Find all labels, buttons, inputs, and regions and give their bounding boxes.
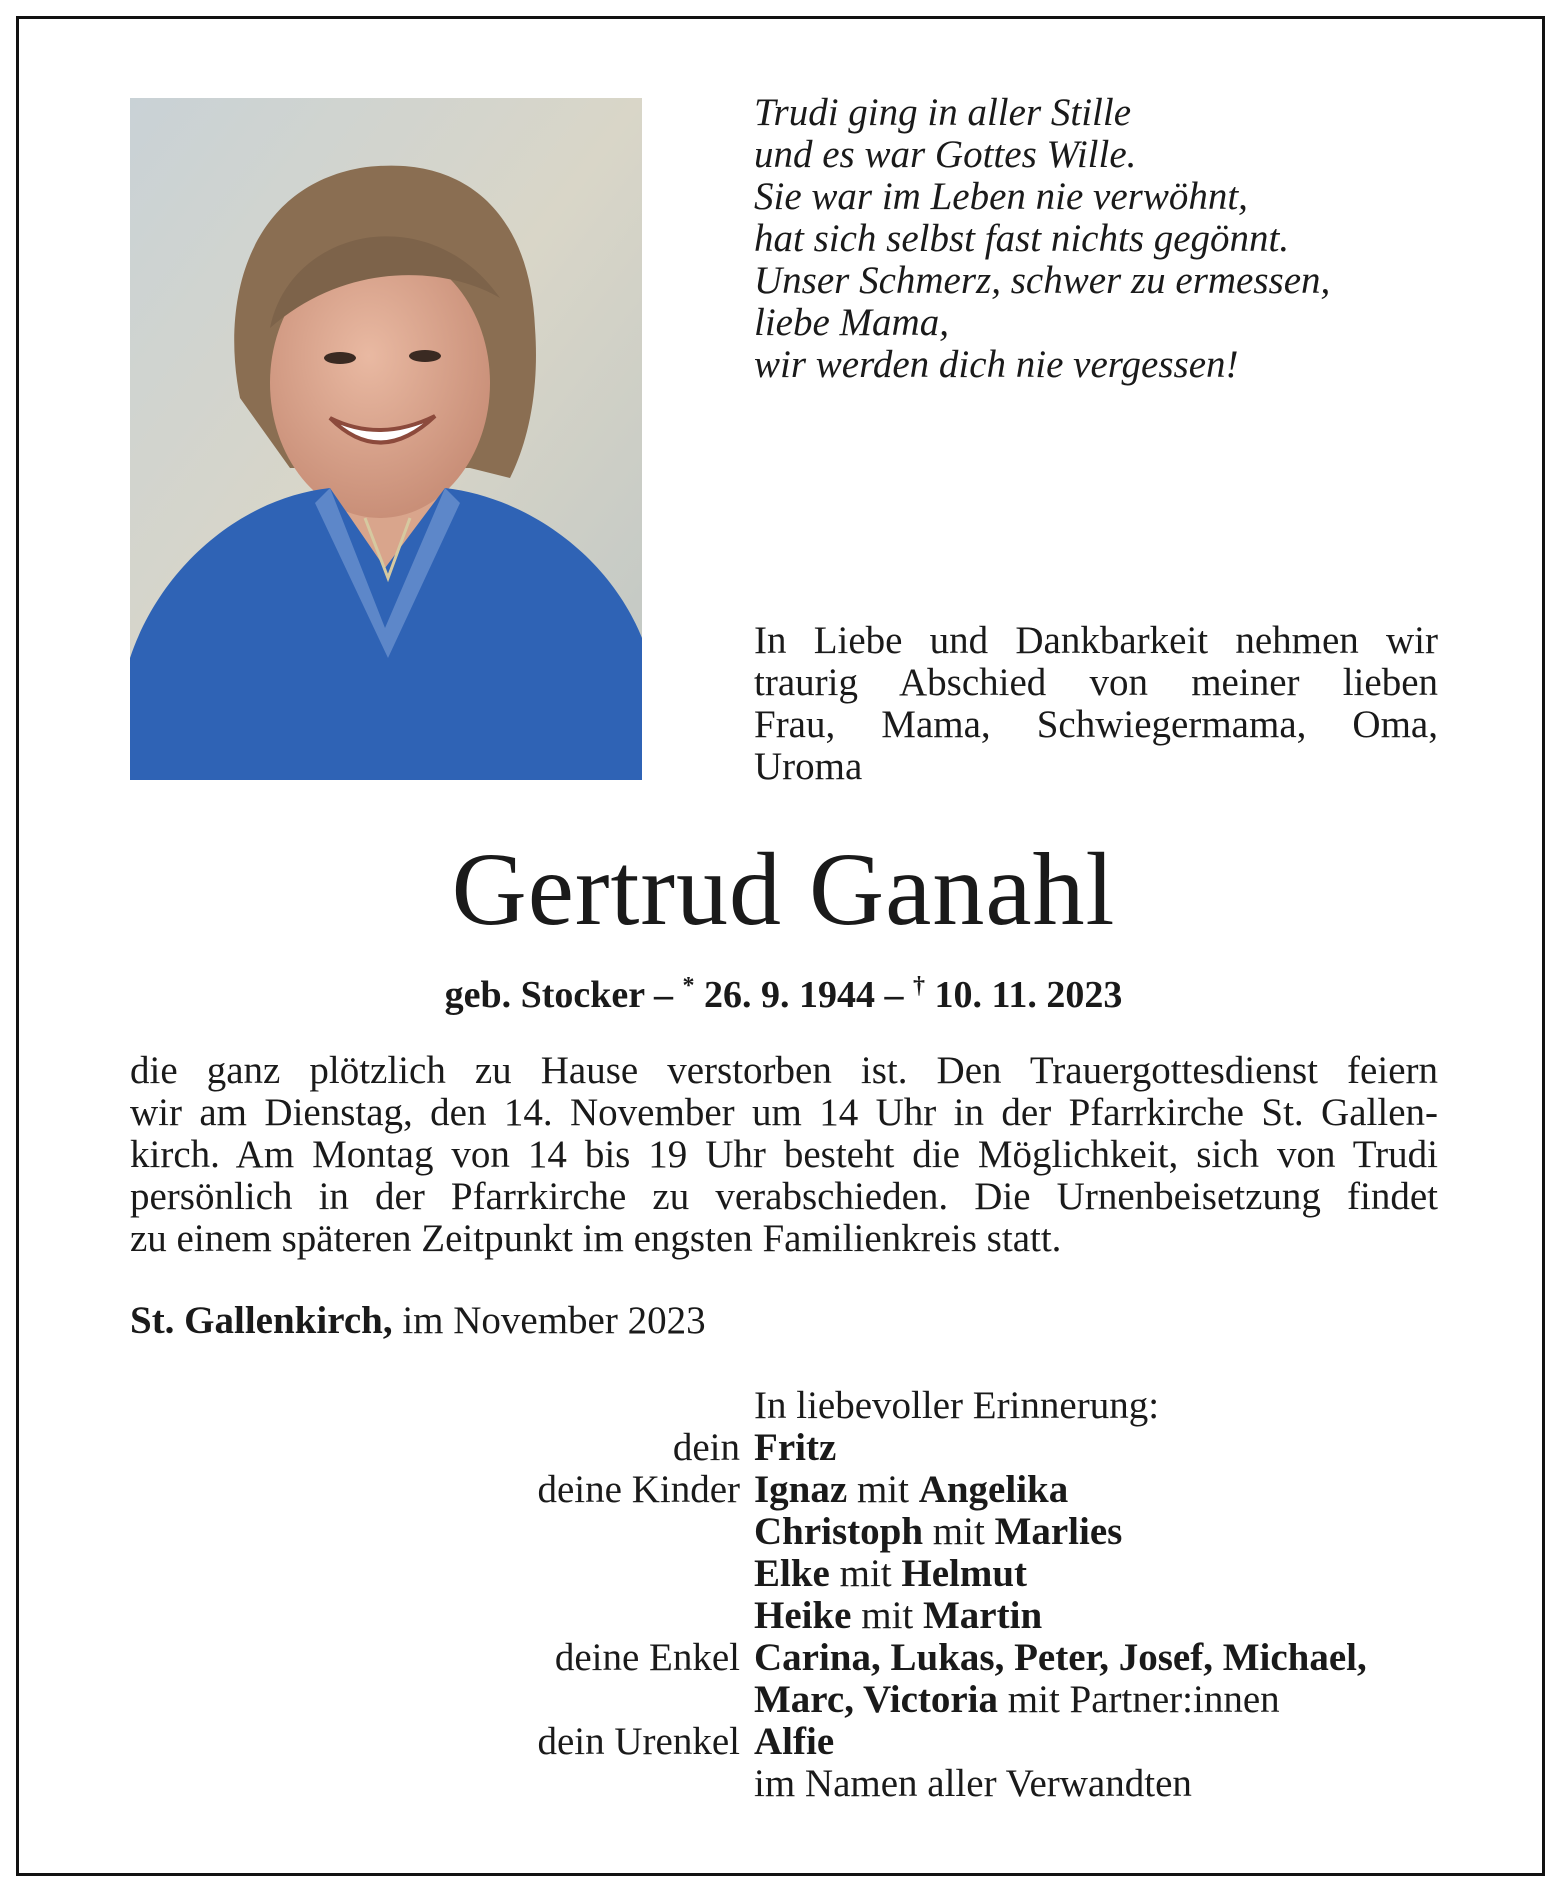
place-month: im November 2023 [392, 1299, 706, 1342]
birth-symbol: * [682, 973, 695, 999]
intro-paragraph [754, 620, 1438, 788]
portrait-photo [130, 98, 642, 780]
mourner-name: Helmut [901, 1552, 1028, 1595]
mourner-names [754, 1427, 836, 1469]
mourner-name: Marlies [994, 1510, 1123, 1553]
mourner-name: Heike [754, 1594, 852, 1637]
mourner-name: Marc, Victoria [754, 1678, 999, 1721]
connector-text: mit Partner:innen [998, 1678, 1280, 1721]
mourner-name: Elke [754, 1552, 830, 1595]
mourner-name: Alfie [754, 1720, 835, 1763]
poem-line: Unser Schmerz, schwer zu ermessen, [754, 259, 1331, 302]
mourner-names [754, 1595, 1042, 1637]
mourner-name: Fritz [754, 1426, 837, 1469]
intro-line: Uroma [754, 745, 863, 788]
connector-text: mit [923, 1510, 995, 1553]
mourner-names [754, 1511, 1122, 1553]
mourner-names [754, 1469, 1068, 1511]
deceased-name: Gertrud Ganahl [451, 832, 1116, 947]
body-line: kirch. Am Montag von 14 bis 19 Uhr besteht die Möglichkeit, sich von Trudi [130, 1133, 1438, 1176]
death-symbol: † [912, 973, 925, 999]
relation-label: deine Kinder [537, 1468, 740, 1511]
connector-text: mit [847, 1468, 919, 1511]
poem-line: Sie war im Leben nie verwöhnt, [754, 175, 1248, 218]
intro-line: Frau, Mama, Schwiegermama, Oma, [754, 703, 1438, 746]
relation-label: dein Urenkel [537, 1720, 740, 1763]
place-date [130, 1299, 706, 1343]
relation-label: deine Enkel [554, 1636, 740, 1679]
mourner-name: Carina, Lukas, Peter, Josef, Michael, [754, 1636, 1367, 1679]
funeral-info-paragraph [130, 1050, 1438, 1260]
mourner-name: Christoph [754, 1510, 924, 1553]
mourners-list [0, 1385, 1567, 1805]
connector-text: mit [851, 1594, 923, 1637]
mourner-names [754, 1679, 1280, 1721]
body-line: wir am Dienstag, den 14. November um 14 Uhr in der Pfarrkirche St. Gallen- [130, 1091, 1438, 1134]
poem-line: liebe Mama, [754, 301, 949, 344]
intro-line: In Liebe und Dankbarkeit nehmen wir [754, 619, 1438, 662]
mourner-name: Martin [923, 1594, 1043, 1637]
poem-line: hat sich selbst fast nichts gegönnt. [754, 217, 1290, 260]
mourner-names [754, 1553, 1027, 1595]
mourner-name: Angelika [918, 1468, 1069, 1511]
life-dates [0, 963, 1567, 1018]
dash: – [874, 974, 913, 1016]
mourner-names [754, 1637, 1367, 1679]
poem-line: und es war Gottes Wille. [754, 133, 1137, 176]
body-line: persönlich in der Pfarrkirche zu verabschieden. Die Urnenbeisetzung findet [130, 1175, 1438, 1218]
mourners-heading: In liebevoller Erinnerung: [754, 1384, 1160, 1427]
connector-text: mit [829, 1552, 902, 1595]
body-line: die ganz plötzlich zu Hause verstorben ist. Den Trauergottesdienst feiern [130, 1049, 1438, 1092]
mourner-names [754, 1721, 834, 1763]
birth-date: 26. 9. 1944 [694, 974, 875, 1016]
intro-line: traurig Abschied von meiner lieben [754, 661, 1438, 704]
poem-line: Trudi ging in aller Stille [754, 91, 1132, 134]
dash: – [644, 974, 683, 1016]
relation-label: dein [672, 1426, 740, 1469]
mourner-name: Ignaz [754, 1468, 848, 1511]
body-line: zu einem späteren Zeitpunkt im engsten Familienkreis statt. [130, 1217, 1062, 1260]
poem [754, 92, 1454, 386]
maiden-name: geb. Stocker [444, 974, 645, 1016]
closing-line: im Namen aller Verwandten [754, 1762, 1192, 1805]
place-town: St. Gallenkirch, [130, 1299, 393, 1342]
death-date: 10. 11. 2023 [924, 974, 1123, 1016]
poem-line: wir werden dich nie vergessen! [754, 343, 1239, 386]
